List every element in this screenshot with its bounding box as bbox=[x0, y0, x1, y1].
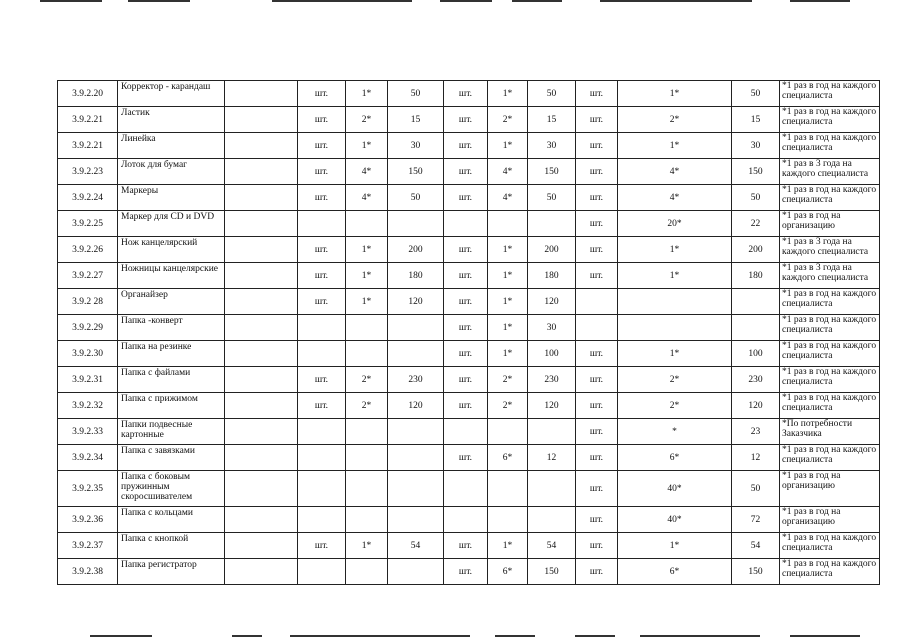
cell-name: Ластик bbox=[118, 107, 225, 133]
cell-q1 bbox=[346, 419, 388, 445]
cell-note: *1 раз в год на каждого специалиста bbox=[780, 107, 880, 133]
cell-note: *1 раз в год на каждого специалиста bbox=[780, 315, 880, 341]
cell-p3: 15 bbox=[732, 107, 780, 133]
empty-cell bbox=[225, 419, 298, 445]
cell-q2: 1* bbox=[488, 289, 528, 315]
cell-p2: 150 bbox=[528, 159, 576, 185]
cell-u3: шт. bbox=[576, 263, 618, 289]
cell-note: *1 раз в 3 года на каждого специалиста bbox=[780, 263, 880, 289]
cell-u3: шт. bbox=[576, 107, 618, 133]
cell-name: Лоток для бумаг bbox=[118, 159, 225, 185]
cell-code: 3.9.2.32 bbox=[58, 393, 118, 419]
cell-q3: 40* bbox=[618, 507, 732, 533]
cell-q3: 20* bbox=[618, 211, 732, 237]
bottom-edge-marks bbox=[0, 633, 905, 639]
cell-q2: 1* bbox=[488, 133, 528, 159]
cell-u3: шт. bbox=[576, 81, 618, 107]
cell-p2 bbox=[528, 419, 576, 445]
cell-q2: 1* bbox=[488, 315, 528, 341]
cell-p2: 30 bbox=[528, 133, 576, 159]
cell-q2: 4* bbox=[488, 185, 528, 211]
cell-code: 3.9.2.38 bbox=[58, 559, 118, 585]
cell-p2: 120 bbox=[528, 393, 576, 419]
cell-note: *1 раз в 3 года на каждого специалиста bbox=[780, 159, 880, 185]
cell-u1: шт. bbox=[298, 289, 346, 315]
cell-p2: 200 bbox=[528, 237, 576, 263]
cell-u3 bbox=[576, 289, 618, 315]
cell-note: *1 раз в год на каждого специалиста bbox=[780, 289, 880, 315]
cell-code: 3.9.2.33 bbox=[58, 419, 118, 445]
cell-note: *По потребности Заказчика bbox=[780, 419, 880, 445]
cell-q3 bbox=[618, 289, 732, 315]
cell-u2: шт. bbox=[444, 315, 488, 341]
cell-q2: 1* bbox=[488, 263, 528, 289]
table-row bbox=[58, 107, 880, 133]
cell-code: 3.9.2.29 bbox=[58, 315, 118, 341]
cell-p2: 15 bbox=[528, 107, 576, 133]
cell-p1: 200 bbox=[388, 237, 444, 263]
cell-p1 bbox=[388, 315, 444, 341]
cell-q1 bbox=[346, 507, 388, 533]
cell-p3: 22 bbox=[732, 211, 780, 237]
cell-name: Маркер для CD и DVD bbox=[118, 211, 225, 237]
cell-q1: 1* bbox=[346, 533, 388, 559]
cell-note: *1 раз в год на каждого специалиста bbox=[780, 393, 880, 419]
cell-code: 3.9.2.23 bbox=[58, 159, 118, 185]
cell-name: Папка регистратор bbox=[118, 559, 225, 585]
cell-name: Ножницы канцелярские bbox=[118, 263, 225, 289]
cell-q2: 6* bbox=[488, 445, 528, 471]
cell-note: *1 раз в год на каждого специалиста bbox=[780, 367, 880, 393]
cell-q3: 6* bbox=[618, 445, 732, 471]
table-row bbox=[58, 445, 880, 471]
empty-cell bbox=[225, 341, 298, 367]
empty-cell bbox=[225, 559, 298, 585]
cell-q2: 1* bbox=[488, 533, 528, 559]
cell-p3: 50 bbox=[732, 185, 780, 211]
cell-q2: 1* bbox=[488, 81, 528, 107]
cell-note: *1 раз в год на каждого специалиста bbox=[780, 559, 880, 585]
cell-p3: 150 bbox=[732, 559, 780, 585]
cell-code: 3.9.2.25 bbox=[58, 211, 118, 237]
cell-p2: 180 bbox=[528, 263, 576, 289]
cell-note: *1 раз в год на каждого специалиста bbox=[780, 185, 880, 211]
cell-q1: 2* bbox=[346, 393, 388, 419]
cell-code: 3.9.2.31 bbox=[58, 367, 118, 393]
cell-q3: * bbox=[618, 419, 732, 445]
cell-q2 bbox=[488, 507, 528, 533]
cell-q3: 1* bbox=[618, 263, 732, 289]
table-row bbox=[58, 507, 880, 533]
cell-u3: шт. bbox=[576, 559, 618, 585]
cell-q2: 4* bbox=[488, 159, 528, 185]
cell-q1 bbox=[346, 445, 388, 471]
cell-name: Папка с прижимом bbox=[118, 393, 225, 419]
cell-q3: 2* bbox=[618, 393, 732, 419]
empty-cell bbox=[225, 533, 298, 559]
cell-u1 bbox=[298, 341, 346, 367]
cell-u2: шт. bbox=[444, 81, 488, 107]
cell-q1: 4* bbox=[346, 185, 388, 211]
cell-u3: шт. bbox=[576, 185, 618, 211]
cell-u2: шт. bbox=[444, 185, 488, 211]
cell-name: Линейка bbox=[118, 133, 225, 159]
cell-q2: 2* bbox=[488, 107, 528, 133]
empty-cell bbox=[225, 315, 298, 341]
cell-p3: 23 bbox=[732, 419, 780, 445]
cell-u1: шт. bbox=[298, 263, 346, 289]
cell-u1: шт. bbox=[298, 159, 346, 185]
cell-p3: 50 bbox=[732, 471, 780, 507]
cell-q3: 1* bbox=[618, 237, 732, 263]
cell-p2: 50 bbox=[528, 185, 576, 211]
cell-p1: 30 bbox=[388, 133, 444, 159]
cell-code: 3.9.2.21 bbox=[58, 133, 118, 159]
cell-name: Папки подвесные картонные bbox=[118, 419, 225, 445]
empty-cell bbox=[225, 289, 298, 315]
cell-q3: 6* bbox=[618, 559, 732, 585]
table-row bbox=[58, 133, 880, 159]
cell-code: 3.9.2.24 bbox=[58, 185, 118, 211]
cell-u3: шт. bbox=[576, 159, 618, 185]
cell-u3: шт. bbox=[576, 341, 618, 367]
cell-u2: шт. bbox=[444, 367, 488, 393]
cell-q1 bbox=[346, 315, 388, 341]
cell-name: Папка -конверт bbox=[118, 315, 225, 341]
cell-q1: 1* bbox=[346, 81, 388, 107]
cell-q1 bbox=[346, 559, 388, 585]
cell-q1: 1* bbox=[346, 237, 388, 263]
cell-q2 bbox=[488, 419, 528, 445]
table-row bbox=[58, 341, 880, 367]
cell-p2: 30 bbox=[528, 315, 576, 341]
cell-u1: шт. bbox=[298, 107, 346, 133]
cell-q1: 4* bbox=[346, 159, 388, 185]
cell-p1: 50 bbox=[388, 81, 444, 107]
cell-u2 bbox=[444, 471, 488, 507]
cell-u1: шт. bbox=[298, 133, 346, 159]
cell-q2: 1* bbox=[488, 341, 528, 367]
cell-p3: 30 bbox=[732, 133, 780, 159]
cell-u1: шт. bbox=[298, 533, 346, 559]
cell-name: Папка с завязками bbox=[118, 445, 225, 471]
cell-u1: шт. bbox=[298, 237, 346, 263]
empty-cell bbox=[225, 507, 298, 533]
cell-q2: 1* bbox=[488, 237, 528, 263]
cell-u3: шт. bbox=[576, 419, 618, 445]
cell-code: 3.9.2.30 bbox=[58, 341, 118, 367]
cell-u1 bbox=[298, 445, 346, 471]
cell-p1 bbox=[388, 471, 444, 507]
cell-p1 bbox=[388, 211, 444, 237]
cell-p2: 150 bbox=[528, 559, 576, 585]
cell-q3: 4* bbox=[618, 185, 732, 211]
cell-p1 bbox=[388, 445, 444, 471]
cell-u1: шт. bbox=[298, 367, 346, 393]
cell-u1: шт. bbox=[298, 185, 346, 211]
cell-q3: 40* bbox=[618, 471, 732, 507]
cell-note: *1 раз в год на организацию bbox=[780, 471, 880, 507]
cell-q3: 1* bbox=[618, 81, 732, 107]
cell-p1: 180 bbox=[388, 263, 444, 289]
cell-u1 bbox=[298, 315, 346, 341]
cell-u2: шт. bbox=[444, 263, 488, 289]
cell-p3: 54 bbox=[732, 533, 780, 559]
cell-code: 3.9.2.34 bbox=[58, 445, 118, 471]
cell-p2 bbox=[528, 211, 576, 237]
cell-u1 bbox=[298, 471, 346, 507]
cell-note: *1 раз в год на каждого специалиста bbox=[780, 133, 880, 159]
table-row bbox=[58, 393, 880, 419]
cell-code: 3.9.2.37 bbox=[58, 533, 118, 559]
cell-u1 bbox=[298, 419, 346, 445]
cell-p1: 150 bbox=[388, 159, 444, 185]
cell-u3: шт. bbox=[576, 507, 618, 533]
table-row bbox=[58, 419, 880, 445]
cell-p1: 120 bbox=[388, 393, 444, 419]
cell-q1: 2* bbox=[346, 107, 388, 133]
cell-u2: шт. bbox=[444, 533, 488, 559]
cell-q2: 2* bbox=[488, 393, 528, 419]
cell-u2: шт. bbox=[444, 107, 488, 133]
cell-p1 bbox=[388, 341, 444, 367]
cell-u2: шт. bbox=[444, 559, 488, 585]
table-row bbox=[58, 559, 880, 585]
table-row bbox=[58, 211, 880, 237]
cell-code: 3.9.2.27 bbox=[58, 263, 118, 289]
cell-p2: 54 bbox=[528, 533, 576, 559]
table-row bbox=[58, 237, 880, 263]
cell-note: *1 раз в год на организацию bbox=[780, 211, 880, 237]
empty-cell bbox=[225, 185, 298, 211]
cell-p1: 15 bbox=[388, 107, 444, 133]
cell-note: *1 раз в год на каждого специалиста bbox=[780, 533, 880, 559]
cell-p2: 50 bbox=[528, 81, 576, 107]
cell-q3: 1* bbox=[618, 133, 732, 159]
empty-cell bbox=[225, 133, 298, 159]
cell-p3: 100 bbox=[732, 341, 780, 367]
cell-name: Папка на резинке bbox=[118, 341, 225, 367]
cell-p3 bbox=[732, 289, 780, 315]
cell-name: Папка с файлами bbox=[118, 367, 225, 393]
cell-u3: шт. bbox=[576, 445, 618, 471]
cell-p3: 72 bbox=[732, 507, 780, 533]
table-row bbox=[58, 533, 880, 559]
cell-q3: 4* bbox=[618, 159, 732, 185]
cell-u2 bbox=[444, 507, 488, 533]
table-row bbox=[58, 81, 880, 107]
cell-note: *1 раз в год на организацию bbox=[780, 507, 880, 533]
empty-cell bbox=[225, 159, 298, 185]
cell-code: 3.9.2.26 bbox=[58, 237, 118, 263]
table-row bbox=[58, 315, 880, 341]
table-row bbox=[58, 185, 880, 211]
cell-note: *1 раз в год на каждого специалиста bbox=[780, 81, 880, 107]
cell-q3: 2* bbox=[618, 107, 732, 133]
cell-u3: шт. bbox=[576, 237, 618, 263]
cell-p3: 50 bbox=[732, 81, 780, 107]
cell-note: *1 раз в 3 года на каждого специалиста bbox=[780, 237, 880, 263]
cell-u2: шт. bbox=[444, 237, 488, 263]
cell-u2: шт. bbox=[444, 159, 488, 185]
cell-name: Папка с кольцами bbox=[118, 507, 225, 533]
top-edge-marks bbox=[0, 0, 905, 6]
cell-code: 3.9.2.21 bbox=[58, 107, 118, 133]
cell-name: Папка с кнопкой bbox=[118, 533, 225, 559]
cell-p3: 150 bbox=[732, 159, 780, 185]
cell-p3: 120 bbox=[732, 393, 780, 419]
cell-p1 bbox=[388, 507, 444, 533]
cell-code: 3.9.2.20 bbox=[58, 81, 118, 107]
cell-u3: шт. bbox=[576, 471, 618, 507]
cell-q2 bbox=[488, 211, 528, 237]
empty-cell bbox=[225, 471, 298, 507]
cell-p1: 230 bbox=[388, 367, 444, 393]
cell-u2: шт. bbox=[444, 393, 488, 419]
cell-q3: 1* bbox=[618, 533, 732, 559]
cell-u1: шт. bbox=[298, 393, 346, 419]
cell-code: 3.9.2 28 bbox=[58, 289, 118, 315]
cell-q3: 2* bbox=[618, 367, 732, 393]
cell-q1: 1* bbox=[346, 133, 388, 159]
empty-cell bbox=[225, 81, 298, 107]
cell-p2: 230 bbox=[528, 367, 576, 393]
table-row bbox=[58, 367, 880, 393]
cell-p2 bbox=[528, 507, 576, 533]
cell-p3 bbox=[732, 315, 780, 341]
cell-q1 bbox=[346, 211, 388, 237]
cell-p3: 12 bbox=[732, 445, 780, 471]
cell-u3: шт. bbox=[576, 133, 618, 159]
empty-cell bbox=[225, 263, 298, 289]
cell-u3: шт. bbox=[576, 533, 618, 559]
cell-p2: 120 bbox=[528, 289, 576, 315]
cell-name: Маркеры bbox=[118, 185, 225, 211]
cell-p1: 50 bbox=[388, 185, 444, 211]
cell-name: Органайзер bbox=[118, 289, 225, 315]
cell-u2: шт. bbox=[444, 133, 488, 159]
empty-cell bbox=[225, 107, 298, 133]
cell-note: *1 раз в год на каждого специалиста bbox=[780, 341, 880, 367]
empty-cell bbox=[225, 211, 298, 237]
cell-p1: 120 bbox=[388, 289, 444, 315]
cell-q2: 6* bbox=[488, 559, 528, 585]
cell-p2: 12 bbox=[528, 445, 576, 471]
cell-p1 bbox=[388, 559, 444, 585]
empty-cell bbox=[225, 237, 298, 263]
cell-name: Папка с боковым пружинным скоросшивателем bbox=[118, 471, 225, 507]
table-row bbox=[58, 289, 880, 315]
cell-u2: шт. bbox=[444, 445, 488, 471]
cell-code: 3.9.2.36 bbox=[58, 507, 118, 533]
cell-u3: шт. bbox=[576, 211, 618, 237]
cell-q1: 2* bbox=[346, 367, 388, 393]
cell-p3: 230 bbox=[732, 367, 780, 393]
cell-p2: 100 bbox=[528, 341, 576, 367]
cell-name: Нож канцелярский bbox=[118, 237, 225, 263]
cell-p3: 180 bbox=[732, 263, 780, 289]
empty-cell bbox=[225, 445, 298, 471]
cell-code: 3.9.2.35 bbox=[58, 471, 118, 507]
cell-u2: шт. bbox=[444, 341, 488, 367]
table-row bbox=[58, 263, 880, 289]
cell-q2 bbox=[488, 471, 528, 507]
cell-p3: 200 bbox=[732, 237, 780, 263]
cell-q3 bbox=[618, 315, 732, 341]
cell-u3 bbox=[576, 315, 618, 341]
cell-name: Корректор - карандаш bbox=[118, 81, 225, 107]
cell-note: *1 раз в год на каждого специалиста bbox=[780, 445, 880, 471]
empty-cell bbox=[225, 367, 298, 393]
cell-u1: шт. bbox=[298, 81, 346, 107]
cell-p2 bbox=[528, 471, 576, 507]
table-body bbox=[58, 81, 880, 585]
cell-q1: 1* bbox=[346, 263, 388, 289]
cell-q1: 1* bbox=[346, 289, 388, 315]
supplies-table bbox=[57, 80, 880, 585]
cell-q2: 2* bbox=[488, 367, 528, 393]
cell-q3: 1* bbox=[618, 341, 732, 367]
table-row bbox=[58, 471, 880, 507]
cell-u1 bbox=[298, 211, 346, 237]
cell-q1 bbox=[346, 471, 388, 507]
cell-u3: шт. bbox=[576, 367, 618, 393]
cell-u2 bbox=[444, 211, 488, 237]
cell-u1 bbox=[298, 507, 346, 533]
cell-u3: шт. bbox=[576, 393, 618, 419]
cell-q1 bbox=[346, 341, 388, 367]
cell-p1 bbox=[388, 419, 444, 445]
cell-p1: 54 bbox=[388, 533, 444, 559]
cell-u2: шт. bbox=[444, 289, 488, 315]
table-row bbox=[58, 159, 880, 185]
empty-cell bbox=[225, 393, 298, 419]
cell-u1 bbox=[298, 559, 346, 585]
cell-u2 bbox=[444, 419, 488, 445]
